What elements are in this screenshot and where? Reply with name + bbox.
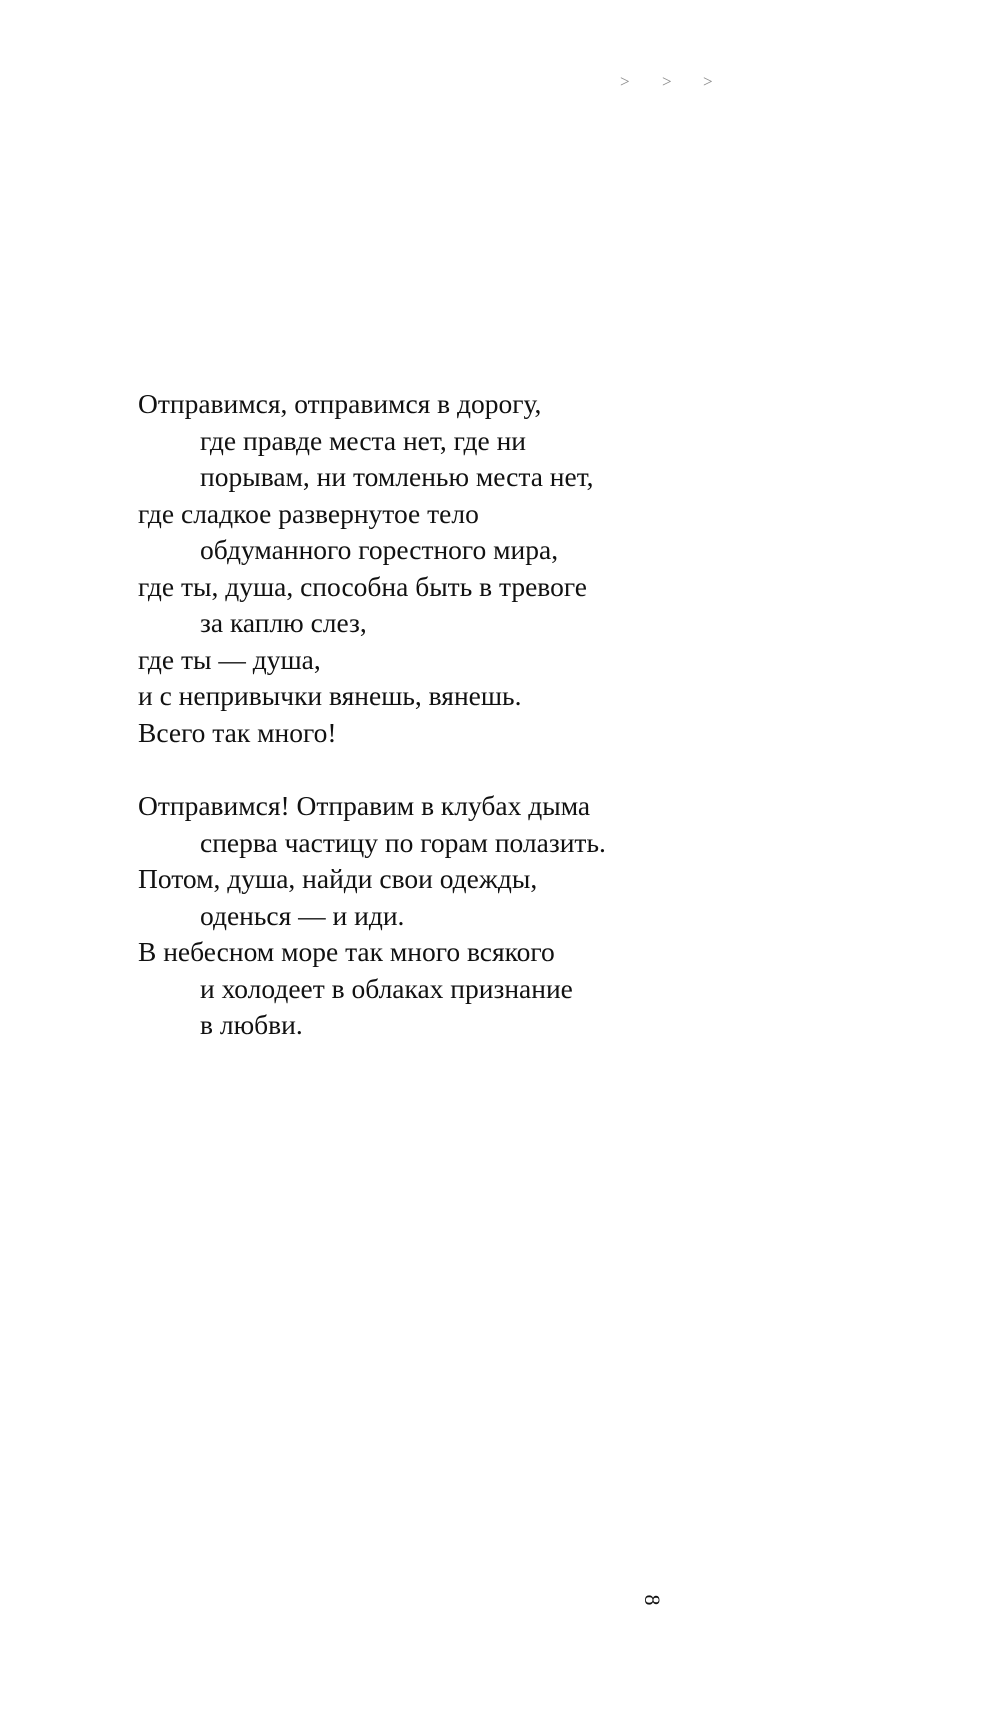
poem-line: где сладкое развернутое тело [138,497,479,529]
poem-line: оденься — и иди. [200,899,405,931]
poem-line: где ты — душа, [138,643,321,675]
poem-line: и с непривычки вянешь, вянешь. [138,680,522,711]
poem-line: обдуманного горестного мира, [200,534,559,565]
page-number: 8 [640,1594,665,1606]
chevron-right-icon: > [662,72,672,91]
poem-line: где правде места нет, где ни [200,424,526,456]
poem-line: в любви. [200,1009,303,1040]
poem-line: В небесном море так много всякого [138,936,555,967]
poem-text [138,386,898,1044]
poem-line: порывам, ни томленью места нет, [200,461,594,492]
poem-line: Отправимся, отправимся в дорогу, [138,388,542,419]
poem-line: Потом, душа, найди свои одежды, [138,863,538,894]
poem-line: за каплю слез, [200,607,367,638]
poem-line: Всего так много! [138,716,337,748]
poem-line: и холодеет в облаках признание [200,972,573,1004]
poem-stanza [138,788,898,1044]
chevron-right-icon: > [703,72,713,91]
poem-line: где ты, душа, способна быть в тревоге [138,570,587,602]
header-ornament [0,70,1000,94]
poem-line: Отправимся! Отправим в клубах дыма [138,790,591,821]
poem-line: сперва частицу по горам полазить. [200,826,606,858]
poem-stanza [138,386,898,751]
chevron-right-icon: > [620,72,630,91]
